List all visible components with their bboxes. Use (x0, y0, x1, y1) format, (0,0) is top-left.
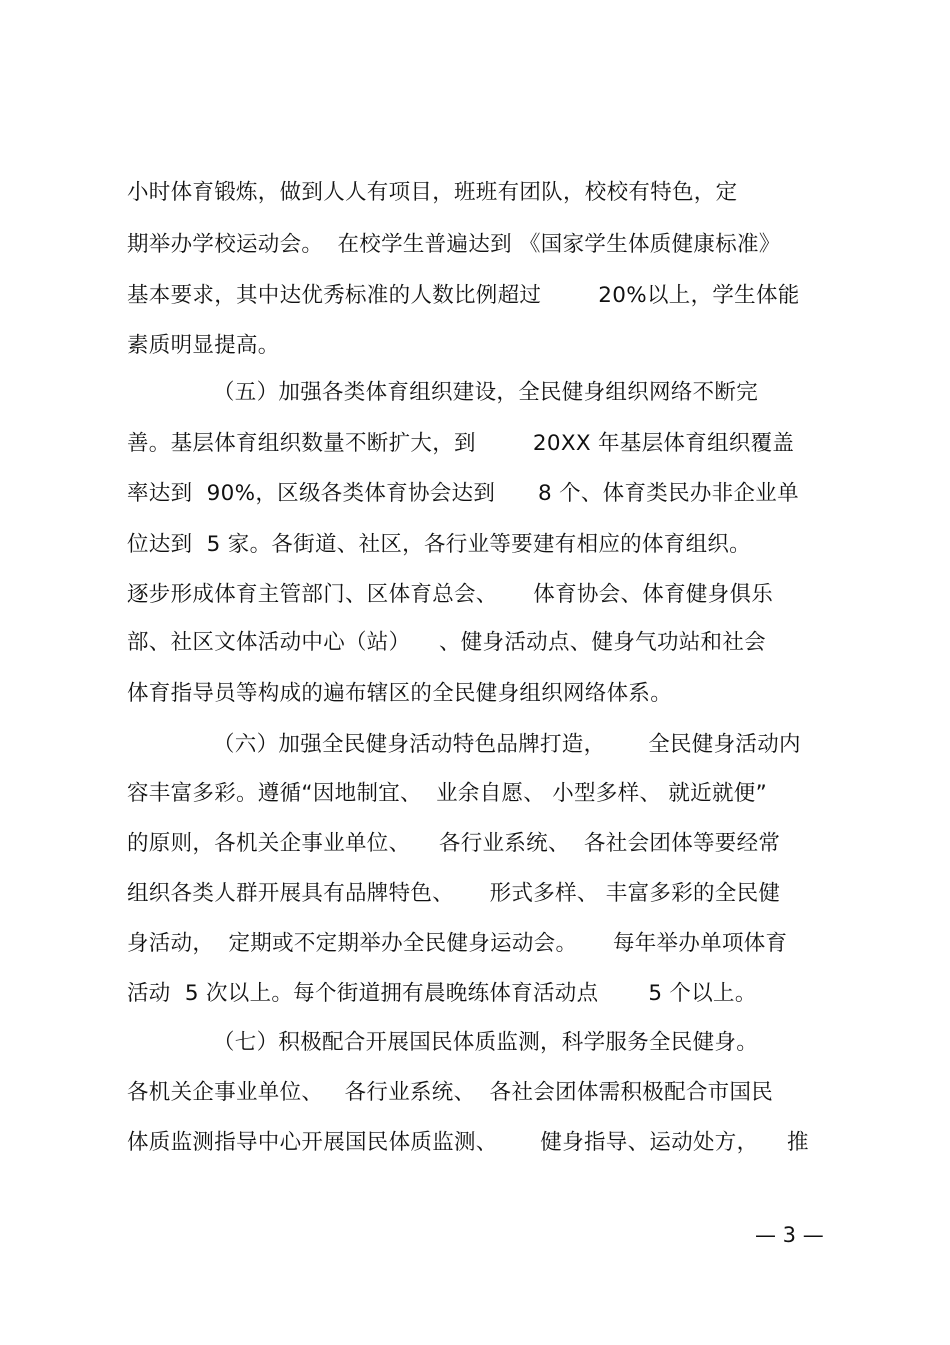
body-text-line: 善。基层体育组织数量不断扩大，到 20XX 年基层体育组织覆盖 (127, 431, 795, 456)
body-text-line: 期举办学校运动会。 在校学生普遍达到 《国家学生体质健康标准》 (127, 232, 781, 257)
section-heading-line: （五）加强各类体育组织建设，全民健身组织网络不断完 (213, 380, 759, 405)
body-text-line: 身活动， 定期或不定期举办全民健身运动会。 每年举办单项体育 (127, 931, 788, 956)
body-text-line: 体育指导员等构成的遍布辖区的全民健身组织网络体系。 (127, 681, 673, 706)
body-text-line: 各机关企事业单位、 各行业系统、 各社会团体需积极配合市国民 (127, 1080, 774, 1105)
body-text-line: 活动 5 次以上。每个街道拥有晨晚练体育活动点 5 个以上。 (127, 981, 757, 1006)
body-text-line: 体质监测指导中心开展国民体质监测、 健身指导、运动处方， 推 (127, 1130, 809, 1155)
section-heading-line: （七）积极配合开展国民体质监测，科学服务全民健身。 (213, 1030, 759, 1055)
body-text-line: 的原则，各机关企事业单位、 各行业系统、 各社会团体等要经常 (127, 831, 781, 856)
body-text-line: 逐步形成体育主管部门、区体育总会、 体育协会、体育健身俱乐 (127, 582, 774, 607)
body-text-line: 基本要求，其中达优秀标准的人数比例超过 20%以上，学生体能 (127, 283, 800, 308)
section-heading-line: （六）加强全民健身活动特色品牌打造， 全民健身活动内 (213, 732, 801, 757)
body-text-line: 小时体育锻炼，做到人人有项目，班班有团队，校校有特色，定 (127, 180, 738, 205)
body-text-line: 素质明显提高。 (127, 333, 280, 358)
body-text-line: 率达到 90%，区级各类体育协会达到 8 个、体育类民办非企业单 (127, 481, 799, 506)
body-text-line: 容丰富多彩。遵循“因地制宜、 业余自愿、 小型多样、 就近就便” (127, 781, 768, 806)
body-text-line: 部、社区文体活动中心（站） 、健身活动点、健身气功站和社会 (127, 630, 766, 655)
body-text-line: 组织各类人群开展具有品牌特色、 形式多样、 丰富多彩的全民健 (127, 881, 781, 906)
page-number: — 3 — (755, 1223, 824, 1247)
body-text-line: 位达到 5 家。各街道、社区，各行业等要建有相应的体育组织。 (127, 532, 751, 557)
